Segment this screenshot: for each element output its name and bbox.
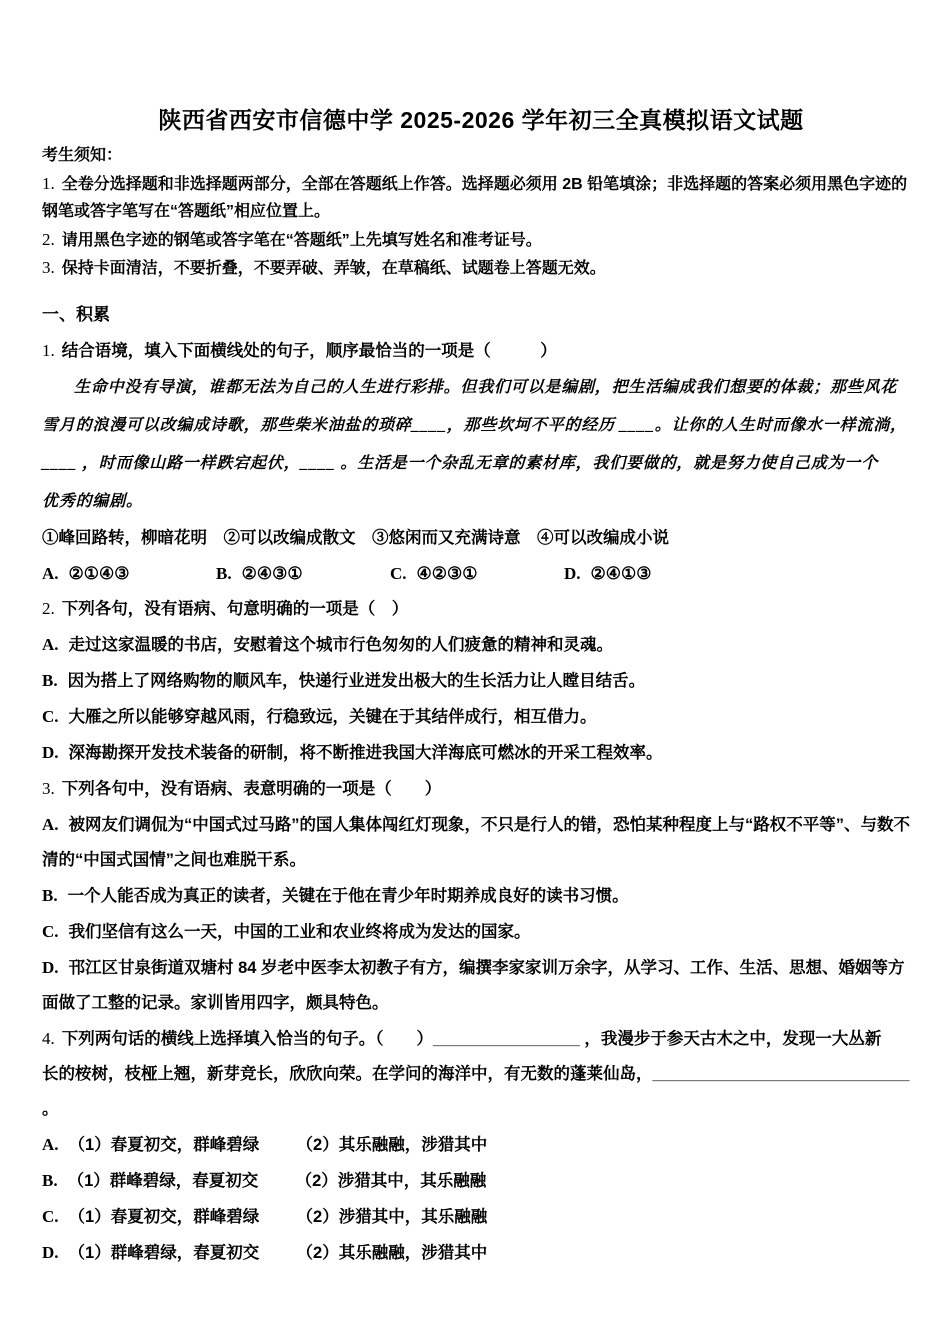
q1-stem bbox=[42, 333, 920, 369]
notice-item bbox=[42, 254, 920, 283]
question-3 bbox=[42, 771, 920, 1021]
q2-option-d-text: 深海勘探开发技术装备的研制，将不断推进我国大洋海底可燃冰的开采工程效率。 bbox=[68, 743, 663, 762]
q3-option-b-label: B. bbox=[42, 885, 58, 905]
q1-option-d bbox=[564, 556, 738, 591]
question-2 bbox=[42, 591, 920, 771]
q1-options-row bbox=[42, 556, 920, 591]
q2-option-b bbox=[42, 663, 920, 699]
q1-passage-line: 生命中没有导演，谁都无法为自己的人生进行彩排。但我们可以是编剧，把生活编成我们想要的体裁；那些风花 bbox=[74, 378, 898, 396]
q4-option-a-part1: （1）春夏初交，群峰碧绿 bbox=[68, 1135, 260, 1154]
q4-option-d bbox=[42, 1235, 920, 1271]
notice-item-number: 3. bbox=[42, 258, 55, 277]
q1-passage bbox=[42, 369, 920, 521]
q4-option-c-part2: （2）涉猎其中，其乐融融 bbox=[296, 1207, 488, 1226]
page-title: 陕西省西安市信德中学 2025-2026 学年初三全真模拟语文试题 bbox=[158, 107, 804, 133]
q2-option-c bbox=[42, 699, 920, 735]
notice-block bbox=[42, 142, 920, 283]
q1-option-c-text: ④②③① bbox=[416, 563, 478, 583]
q1-passage-line: 雪月的浪漫可以改编成诗歌，那些柴米油盐的琐碎____，那些坎坷不平的经历 ____。让你的人生时而像水一样流淌， bbox=[42, 416, 907, 434]
q4-stem-line-3: 。 bbox=[42, 1099, 59, 1118]
q4-option-b-label: B. bbox=[42, 1170, 58, 1190]
q2-option-c-label: C. bbox=[42, 706, 59, 726]
q3-option-b-text: 一个人能否成为真正的读者，关键在于他在青少年时期养成良好的读书习惯。 bbox=[67, 886, 629, 905]
q1-option-a bbox=[42, 556, 216, 591]
q2-option-a-text: 走过这家温暖的书店，安慰着这个城市行色匆匆的人们疲惫的精神和灵魂。 bbox=[68, 635, 614, 654]
q4-option-b-part1: （1）群峰碧绿，春夏初交 bbox=[67, 1171, 259, 1190]
q1-option-b-text: ②④③① bbox=[241, 563, 303, 583]
q2-option-d bbox=[42, 735, 920, 771]
q4-option-a-label: A. bbox=[42, 1134, 59, 1154]
q1-option-a-text: ②①④③ bbox=[68, 563, 130, 583]
q1-option-d-text: ②④①③ bbox=[590, 563, 652, 583]
q2-option-b-text: 因为搭上了网络购物的顺风车，快递行业迸发出极大的生长活力让人瞠目结舌。 bbox=[67, 671, 646, 690]
q2-option-a-label: A. bbox=[42, 634, 59, 654]
q1-option-c bbox=[390, 556, 564, 591]
q2-option-c-text: 大雁之所以能够穿越风雨，行稳致远，关键在于其结伴成行，相互借力。 bbox=[68, 707, 597, 726]
notice-item-number: 1. bbox=[42, 173, 55, 193]
notice-item-text: 保持卡面清洁，不要折叠，不要弄破、弄皱，在草稿纸、试题卷上答题无效。 bbox=[61, 260, 606, 277]
q1-option-b bbox=[216, 556, 390, 591]
notice-item-text: 请用黑色字迹的钢笔或答字笔在“答题纸”上先填写姓名和准考证号。 bbox=[61, 231, 542, 249]
q3-option-c bbox=[42, 914, 920, 950]
q1-passage-line: ____ ，时而像山路一样跌宕起伏，____ 。生活是一个杂乱无章的素材库，我们要做的，就是努力使自己成为一个 bbox=[42, 454, 879, 472]
q4-option-b bbox=[42, 1163, 920, 1199]
q3-option-b bbox=[42, 878, 920, 914]
q3-stem bbox=[42, 771, 920, 807]
q4-stem-line-1 bbox=[42, 1021, 920, 1057]
q4-option-a-part2: （2）其乐融融，涉猎其中 bbox=[296, 1135, 488, 1154]
q4-option-b-part2: （2）涉猎其中，其乐融融 bbox=[295, 1171, 487, 1190]
q2-stem-text: 下列各句，没有语病、句意明确的一项是（ ） bbox=[61, 599, 409, 618]
q2-option-a bbox=[42, 627, 920, 663]
q1-number: 1. bbox=[42, 340, 55, 360]
q4-option-c-label: C. bbox=[42, 1206, 59, 1226]
q2-option-b-label: B. bbox=[42, 670, 58, 690]
q1-option-a-label: A. bbox=[42, 563, 59, 583]
q4-stem-text: 下列两句话的横线上选择填入恰当的句子。（ ）________________ ，我漫步于参天古木之中，发现一大丛新 bbox=[61, 1029, 882, 1048]
notice-item bbox=[42, 170, 920, 226]
q1-items-line: ①峰回路转，柳暗花明 ②可以改编成散文 ③悠闲而又充满诗意 ④可以改编成小说 bbox=[42, 528, 669, 547]
q4-number: 4. bbox=[42, 1028, 55, 1048]
section-heading: 一、积累 bbox=[42, 304, 110, 324]
q1-stem-text: 结合语境，填入下面横线处的句子，顺序最恰当的一项是（ ） bbox=[61, 341, 557, 360]
q4-option-c bbox=[42, 1199, 920, 1235]
q1-passage-line: 优秀的编剧。 bbox=[42, 492, 143, 510]
q3-option-d-text: 邗江区甘泉街道双塘村 84 岁老中医李太初教子有方，编撰李家家训万余字，从学习、工作、生活、思想、婚姻等方面做了工整的记录。家训皆用四字，颇具特色。 bbox=[42, 958, 905, 1012]
q3-number: 3. bbox=[42, 778, 55, 798]
q3-option-c-label: C. bbox=[42, 921, 59, 941]
question-4 bbox=[42, 1021, 920, 1271]
q2-number: 2. bbox=[42, 598, 55, 618]
notice-item bbox=[42, 226, 920, 255]
q1-option-b-label: B. bbox=[216, 563, 232, 583]
q3-option-a-text: 被网友们调侃为“中国式过马路”的国人集体闯红灯现象，不只是行人的错，恐怕某种程度上与“路权不平等”、与数不清的“中国式国情”之间也难脱干系。 bbox=[42, 815, 911, 869]
question-1 bbox=[42, 333, 920, 591]
q4-option-d-part2: （2）其乐融融，涉猎其中 bbox=[296, 1243, 488, 1262]
q3-option-d bbox=[42, 950, 920, 1021]
q1-option-c-label: C. bbox=[390, 563, 407, 583]
q4-option-c-part1: （1）春夏初交，群峰碧绿 bbox=[68, 1207, 260, 1226]
q4-option-d-part1: （1）群峰碧绿，春夏初交 bbox=[68, 1243, 260, 1262]
q3-option-d-label: D. bbox=[42, 957, 59, 977]
notice-item-number: 2. bbox=[42, 229, 55, 249]
q3-option-a bbox=[42, 807, 920, 878]
q3-option-c-text: 我们坚信有这么一天，中国的工业和农业终将成为发达的国家。 bbox=[68, 922, 531, 941]
notice-item-text: 全卷分选择题和非选择题两部分，全部在答题纸上作答。选择题必须用 2B 铅笔填涂；非选择题的答案必须用黑色字迹的钢笔或答字笔写在“答题纸”相应位置上。 bbox=[42, 175, 908, 220]
q4-stem-line-2: 长的桉树，枝桠上翘，新芽竞长，欣欣向荣。在学问的海洋中，有无数的蓬莱仙岛，____________________________ bbox=[42, 1064, 910, 1083]
q4-option-a bbox=[42, 1127, 920, 1163]
q4-option-d-label: D. bbox=[42, 1242, 59, 1262]
q1-option-d-label: D. bbox=[564, 563, 581, 583]
q2-option-d-label: D. bbox=[42, 742, 59, 762]
q3-stem-text: 下列各句中，没有语病、表意明确的一项是（ ） bbox=[61, 779, 442, 798]
q2-stem bbox=[42, 591, 920, 627]
q3-option-a-label: A. bbox=[42, 814, 59, 834]
notice-heading: 考生须知： bbox=[42, 147, 123, 164]
